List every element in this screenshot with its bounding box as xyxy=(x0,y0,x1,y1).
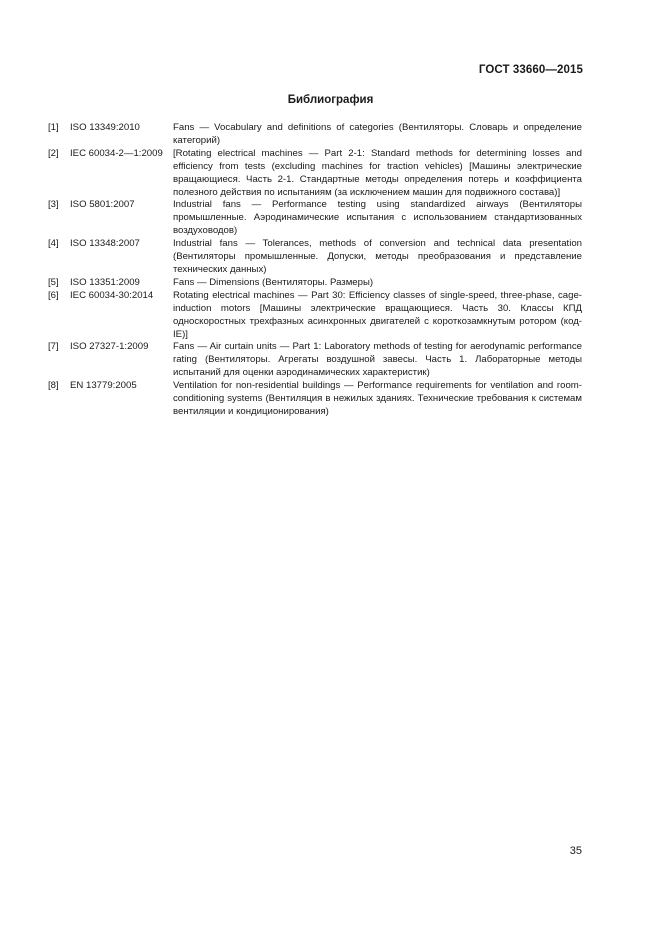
reference-item xyxy=(48,341,582,380)
reference-number: [4] xyxy=(48,238,59,250)
reference-standard-code: IEC 60034-2—1:2009 xyxy=(70,147,163,159)
reference-number: [5] xyxy=(48,276,59,288)
page-number: 35 xyxy=(569,845,582,857)
reference-item xyxy=(48,238,582,277)
reference-number: [1] xyxy=(48,122,59,133)
reference-number: [3] xyxy=(48,199,59,211)
reference-standard-code: IEC 60034-30:2014 xyxy=(70,289,154,301)
reference-item xyxy=(48,122,582,148)
reference-standard-code: ISO 5801:2007 xyxy=(70,199,135,211)
reference-number: [6] xyxy=(48,289,59,301)
reference-title: Fans — Vocabulary and definitions of categories (Вентиляторы. Словарь и определение категорий) xyxy=(173,122,582,146)
document-code: ГОСТ 33660—2015 xyxy=(478,64,583,76)
reference-title: Industrial fans — Tolerances, methods of conversion and technical data presentation (Вентиляторы промышленные. Допуски, методы преобразования и представление технических данных) xyxy=(173,238,582,275)
reference-list xyxy=(48,122,582,419)
reference-item xyxy=(48,199,582,238)
reference-item xyxy=(48,290,582,342)
reference-title: [Rotating electrical machines — Part 2-1: Standard methods for determining losses and efficiency from tests (excluding machines for traction vehicles) [Машины электрические вращающиеся. Часть 2-1. Стандартные методы определения потерь и коэффициента полезного действия по испытаниям (за исключением машин для подвижного состава)] xyxy=(173,147,582,198)
reference-standard-code: EN 13779:2005 xyxy=(70,380,137,392)
reference-number: [8] xyxy=(48,380,59,392)
reference-title: Rotating electrical machines — Part 30: Efficiency classes of single-speed, three-phase, cage-induction motors [Машины электрические вращающиеся. Часть 30. Классы КПД односкоростных трехфазных асинхронных двигателей с короткозамкнутым ротором (код-IE)] xyxy=(173,289,582,340)
reference-standard-code: ISO 27327-1:2009 xyxy=(70,341,149,353)
reference-standard-code: ISO 13351:2009 xyxy=(70,276,140,288)
reference-item xyxy=(48,277,582,290)
reference-title: Industrial fans — Performance testing using standardized airways (Вентиляторы промышленные. Аэродинамические испытания с использованием стандартизованных воздуховодов) xyxy=(173,199,582,237)
reference-item xyxy=(48,380,582,419)
bibliography-title: Библиография xyxy=(287,94,374,106)
reference-number: [2] xyxy=(48,147,59,159)
reference-title: Ventilation for non-residential buildings — Performance requirements for ventilation and room-conditioning systems (Вентиляция в нежилых зданиях. Технические требования к системам вентиляции и кондиционирования) xyxy=(173,380,582,417)
reference-title: Fans — Air curtain units — Part 1: Laboratory methods of testing for aerodynamic performance rating (Вентиляторы. Агрегаты воздушной завесы. Часть 1. Лабораторные методы испытаний для оценки аэродинамических характеристик) xyxy=(173,341,582,379)
reference-number: [7] xyxy=(48,341,59,353)
reference-item xyxy=(48,148,582,200)
reference-standard-code: ISO 13349:2010 xyxy=(70,122,140,133)
reference-title: Fans — Dimensions (Вентиляторы. Размеры) xyxy=(173,276,374,288)
reference-standard-code: ISO 13348:2007 xyxy=(70,238,140,250)
